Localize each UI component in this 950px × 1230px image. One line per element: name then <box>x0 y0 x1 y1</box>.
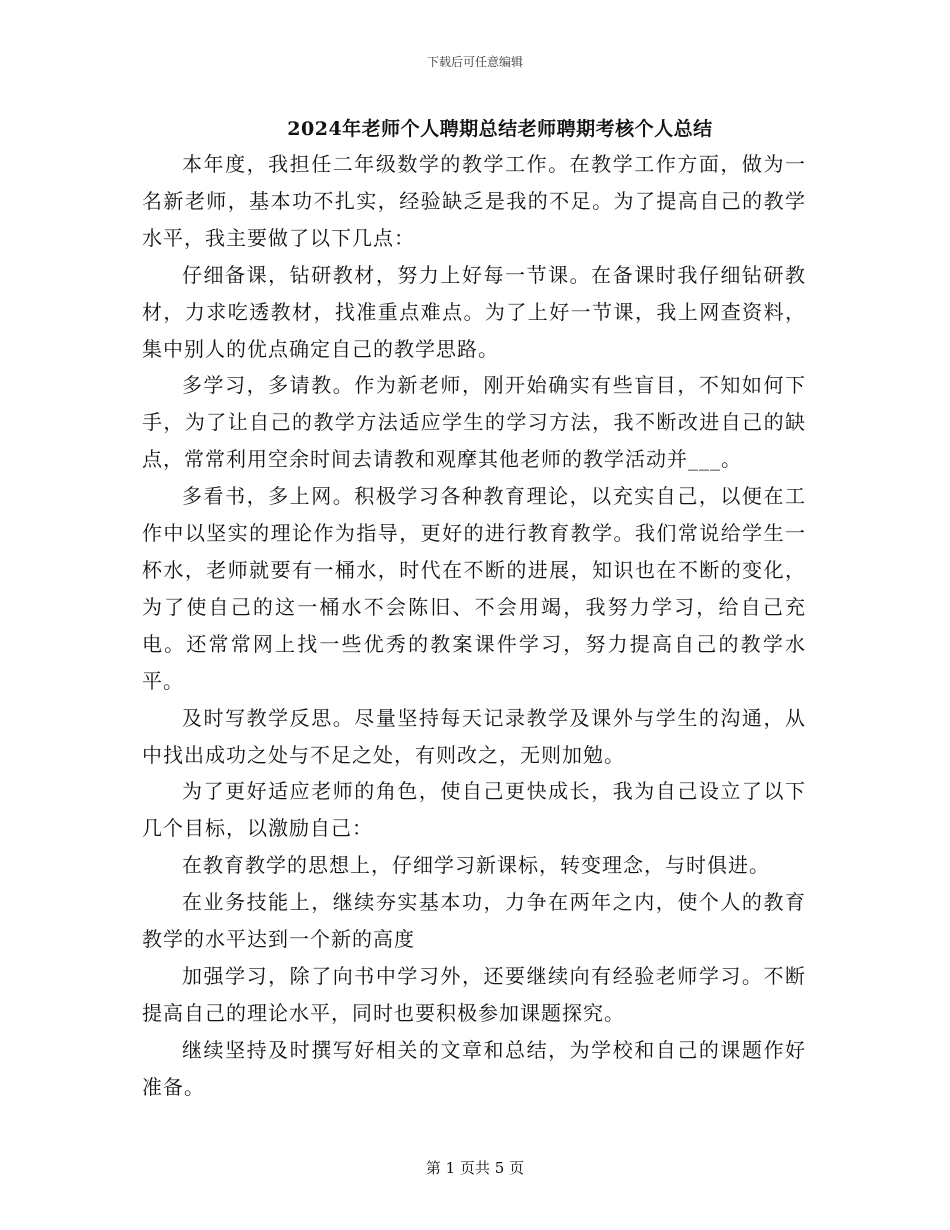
page-number-footer: 第 1 页共 5 页 <box>425 1159 525 1177</box>
paragraph-8: 在业务技能上，继续夯实基本功，力争在两年之内，使个人的教育教学的水平达到一个新的高度 <box>142 890 806 952</box>
document-title: 2024年老师个人聘期总结老师聘期考核个人总结 <box>287 118 713 140</box>
document-body <box>142 146 806 1106</box>
paragraph-10: 继续坚持及时撰写好相关的文章和总结，为学校和自己的课题作好准备。 <box>142 1037 806 1099</box>
paragraph-7: 在教育教学的思想上，仔细学习新课标，转变理念，与时俱进。 <box>182 853 770 878</box>
paragraph-5: 及时写教学反思。尽量坚持每天记录教学及课外与学生的沟通，从中找出成功之处与不足之处，有则改之，无则加勉。 <box>142 705 806 767</box>
paragraph-6: 为了更好适应老师的角色，使自己更快成长，我为自己设立了以下几个目标，以激励自己： <box>142 779 806 841</box>
paragraph-9: 加强学习，除了向书中学习外，还要继续向有经验老师学习。不断提高自己的理论水平，同时也要积极参加课题探究。 <box>142 963 806 1025</box>
paragraph-3: 多学习，多请教。作为新老师，刚开始确实有些盲目，不知如何下手，为了让自己的教学方法适应学生的学习方法，我不断改进自己的缺点，常常利用空余时间去请教和观摩其他老师的教学活动并___。 <box>142 373 806 472</box>
page-header-note: 下载后可任意编辑 <box>426 55 523 69</box>
paragraph-2: 仔细备课，钻研教材，努力上好每一节课。在备课时我仔细钻研教材，力求吃透教材，找准重点难点。为了上好一节课，我上网查资料，集中别人的优点确定自己的教学思路。 <box>142 262 806 361</box>
paragraph-1: 本年度，我担任二年级数学的教学工作。在教学工作方面，做为一名新老师，基本功不扎实，经验缺乏是我的不足。为了提高自己的教学水平，我主要做了以下几点： <box>142 152 806 250</box>
paragraph-4: 多看书，多上网。积极学习各种教育理论，以充实自己，以便在工作中以坚实的理论作为指导，更好的进行教育教学。我们常说给学生一杯水，老师就要有一桶水，时代在不断的进展，知识也在不断的变化，为了使自己的这一桶水不会陈旧、不会用竭，我努力学习，给自己充电。还常常网上找一些优秀的教案课件学习，努力提高自己的教学水平。 <box>142 484 806 693</box>
